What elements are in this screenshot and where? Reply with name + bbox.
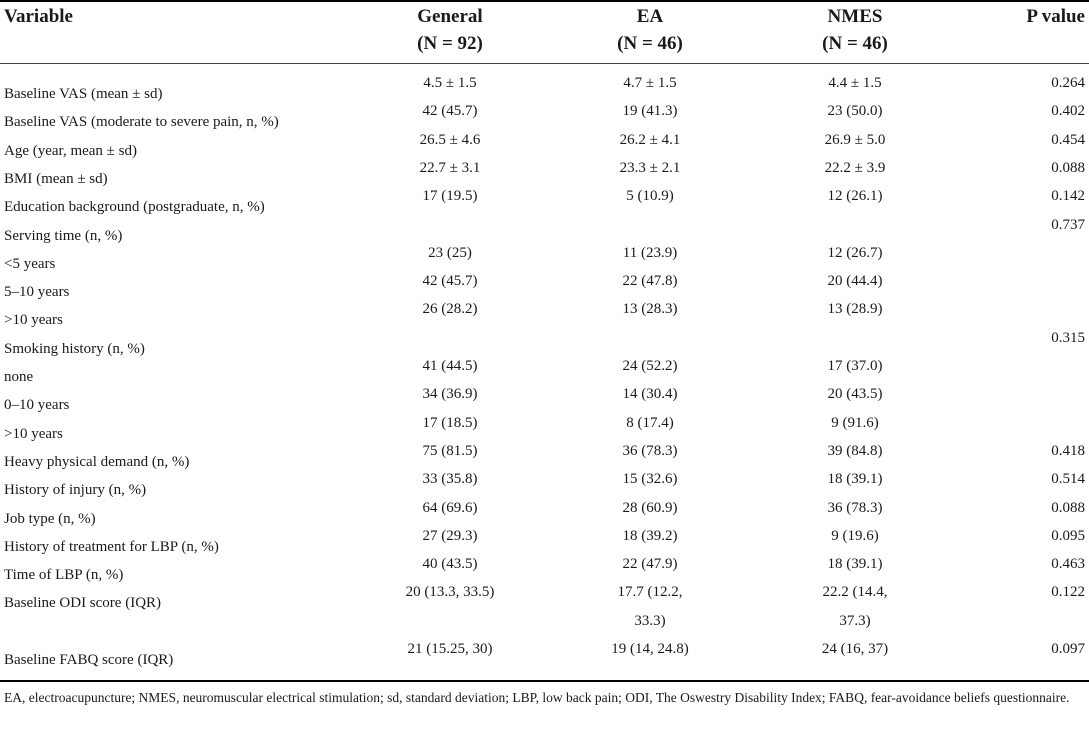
row-label: Education background (postgraduate, n, %) [4,199,265,216]
ea-value: 15 (32.6) [622,471,678,488]
table-row [0,641,1089,669]
ea-value: 28 (60.9) [622,499,678,516]
general-value: 4.5 ± 1.5 [423,75,477,91]
nmes-value: 22.2 ± 3.9 [824,159,886,176]
nmes-value: 17 (37.0) [827,358,883,374]
nmes-value: 36 (78.3) [827,499,883,516]
ea-value: 17.7 (12.2, [617,584,683,601]
nmes-value: 9 (19.6) [831,527,879,544]
header-p-value-label: P value [1026,6,1085,27]
ea-value: 5 (10.9) [626,188,674,205]
general-value: 34 (36.9) [422,386,478,403]
general-value: 17 (19.5) [422,188,478,205]
general-value: 64 (69.6) [422,499,478,516]
header-general-title: General [417,6,483,27]
header-variable-label: Variable [4,6,73,27]
nmes-value: 37.3) [839,612,871,629]
general-value: 41 (44.5) [422,358,478,374]
ea-value: 22 (47.9) [622,556,678,573]
table-row [0,330,1089,358]
row-label: 0–10 years [4,397,70,414]
header-nmes-n: (N = 46) [822,33,888,54]
nmes-value: 24 (16, 37) [821,641,889,657]
row-label: History of treatment for LBP (n, %) [4,538,219,555]
row-label: History of injury (n, %) [4,482,147,499]
row-label: BMI (mean ± sd) [4,170,108,187]
p-value: 0.122 [1051,584,1085,601]
row-label: Age (year, mean ± sd) [4,142,137,159]
general-value: 26 (28.2) [422,301,478,318]
header-nmes [775,3,935,57]
header-variable [4,3,73,30]
ea-value: 24 (52.2) [622,358,678,374]
row-label: <5 years [4,255,56,272]
table-row [0,160,1089,188]
general-value: 42 (45.7) [422,273,478,290]
p-value: 0.737 [1051,216,1085,233]
row-label: >10 years [4,312,63,329]
nmes-value: 23 (50.0) [827,103,883,120]
header-nmes-title: NMES [827,6,883,27]
row-label: Heavy physical demand (n, %) [4,453,190,470]
p-value: 0.264 [1051,75,1085,91]
table-row [0,613,1089,641]
header-ea-n: (N = 46) [617,33,683,54]
row-label: >10 years [4,425,63,442]
table-bottom-rule [0,680,1089,682]
p-value: 0.097 [1051,641,1085,657]
ea-value: 11 (23.9) [622,244,678,261]
nmes-value: 12 (26.7) [827,244,883,261]
table-header-rule [0,63,1089,64]
p-value: 0.418 [1051,442,1085,459]
row-label: Baseline VAS (mean ± sd) [4,86,163,102]
general-value: 42 (45.7) [422,103,478,120]
table-row [0,188,1089,216]
table-row [0,386,1089,414]
header-general [370,3,530,57]
row-label: Smoking history (n, %) [4,340,145,357]
nmes-value: 39 (84.8) [827,442,883,459]
nmes-value: 18 (39.1) [827,556,883,573]
ea-value: 33.3) [634,612,666,629]
table-row [0,584,1089,612]
table-row [0,132,1089,160]
table-row [0,75,1089,103]
row-label: none [4,369,34,385]
general-value: 23 (25) [428,244,472,261]
p-value: 0.088 [1051,159,1085,176]
p-value: 0.142 [1051,188,1085,205]
ea-value: 18 (39.2) [622,527,678,544]
table-row [0,443,1089,471]
table-row [0,471,1089,499]
table-row [0,245,1089,273]
nmes-value: 26.9 ± 5.0 [824,131,886,148]
ea-value: 4.7 ± 1.5 [623,75,677,91]
ea-value: 8 (17.4) [626,414,674,431]
general-value: 22.7 ± 3.1 [419,159,481,176]
table-row [0,358,1089,386]
table-row [0,301,1089,329]
p-value: 0.463 [1051,556,1085,573]
row-label: Baseline ODI score (IQR) [4,595,162,612]
p-value: 0.315 [1051,329,1085,346]
table-row [0,500,1089,528]
p-value: 0.514 [1051,471,1085,488]
table-row [0,273,1089,301]
row-label: Baseline VAS (moderate to severe pain, n, %) [4,114,279,131]
general-value: 17 (18.5) [422,414,478,431]
nmes-value: 20 (44.4) [827,273,883,290]
p-value: 0.454 [1051,131,1085,148]
ea-value: 23.3 ± 2.1 [619,159,681,176]
table-row [0,103,1089,131]
nmes-value: 4.4 ± 1.5 [828,75,882,91]
general-value: 75 (81.5) [422,442,478,459]
ea-value: 13 (28.3) [622,301,678,318]
row-label: 5–10 years [4,284,70,301]
row-label: Baseline FABQ score (IQR) [4,652,174,668]
general-value: 26.5 ± 4.6 [419,131,481,148]
nmes-value: 9 (91.6) [831,414,879,431]
p-value: 0.402 [1051,103,1085,120]
header-general-n: (N = 92) [417,33,483,54]
ea-value: 19 (41.3) [622,103,678,120]
row-label: Job type (n, %) [4,510,96,527]
header-ea [570,3,730,57]
general-value: 27 (29.3) [422,527,478,544]
p-value: 0.095 [1051,527,1085,544]
p-value: 0.088 [1051,499,1085,516]
general-value: 21 (15.25, 30) [407,641,493,657]
general-value: 20 (13.3, 33.5) [405,584,495,601]
nmes-value: 20 (43.5) [827,386,883,403]
table-row [0,528,1089,556]
nmes-value: 22.2 (14.4, [822,584,888,601]
nmes-value: 18 (39.1) [827,471,883,488]
nmes-value: 13 (28.9) [827,301,883,318]
table-row [0,217,1089,245]
ea-value: 22 (47.8) [622,273,678,290]
header-ea-title: EA [636,6,664,27]
general-value: 40 (43.5) [422,556,478,573]
table-top-rule [0,0,1089,2]
row-label: Serving time (n, %) [4,227,123,244]
general-value: 33 (35.8) [422,471,478,488]
ea-value: 19 (14, 24.8) [611,641,689,657]
nmes-value: 12 (26.1) [827,188,883,205]
row-label: Time of LBP (n, %) [4,567,124,584]
ea-value: 26.2 ± 4.1 [619,131,681,148]
header-p-value [960,3,1085,30]
table-row [0,556,1089,584]
ea-value: 14 (30.4) [622,386,678,403]
table-row [0,415,1089,443]
table-footnote: EA, electroacupuncture; NMES, neuromuscular electrical stimulation; sd, standard deviation; LBP, low back pain; ODI, The Oswestry Disability Index; FABQ, fear-avoidance beliefs questionnaire. [4,690,1070,705]
ea-value: 36 (78.3) [622,442,678,459]
